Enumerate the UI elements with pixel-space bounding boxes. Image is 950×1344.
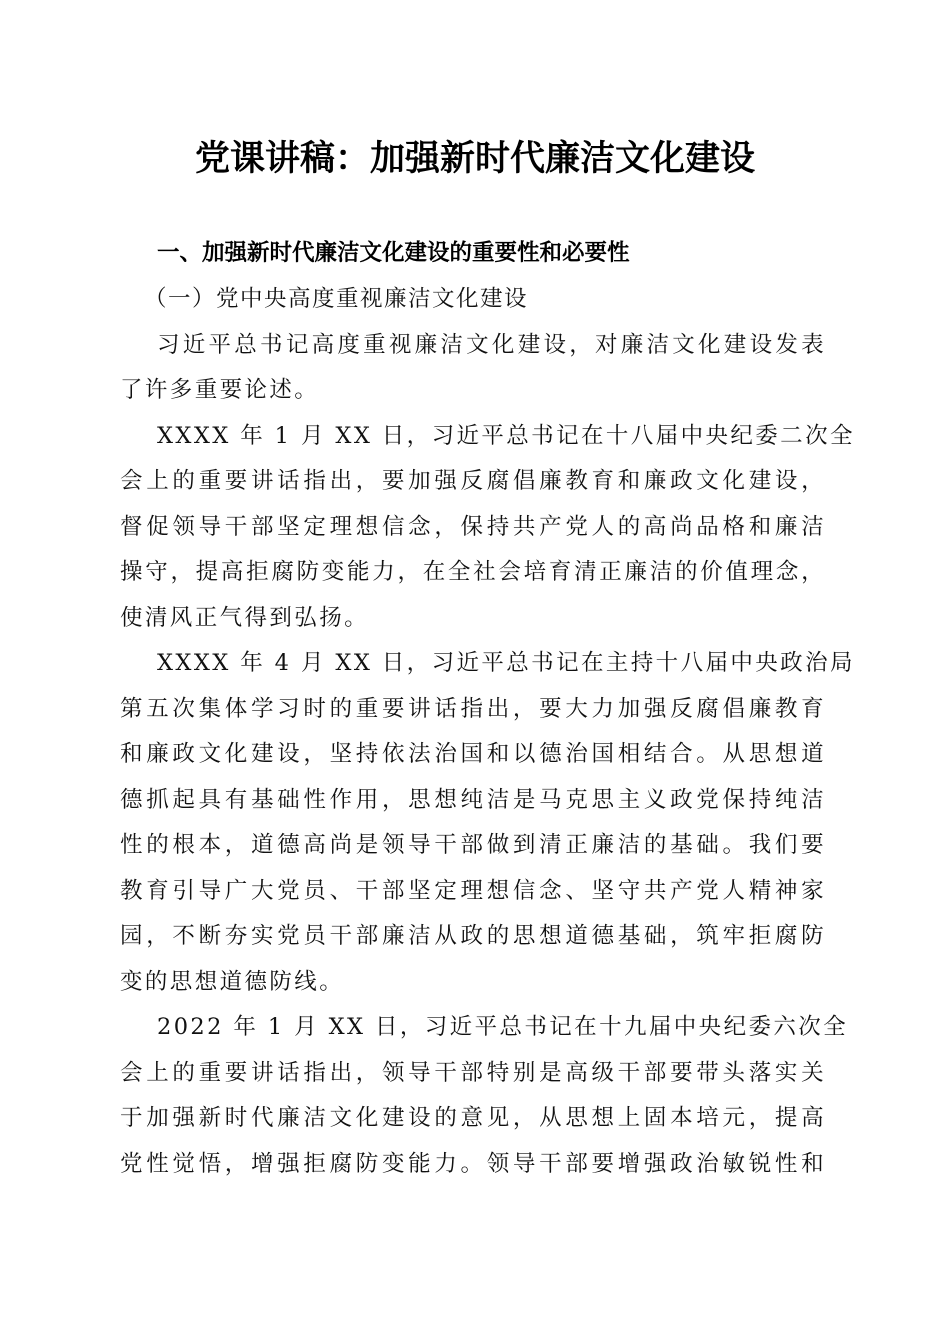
paragraph-2: [120, 414, 855, 642]
paragraph-line: 党性觉悟，增强拒腐防变能力。领导干部要增强政治敏锐性和: [120, 1150, 826, 1177]
paragraph-line: XXXX 年 4 月 XX 日，习近平总书记在主持十八届中央政治局: [157, 650, 855, 676]
paragraph-line: 督促领导干部坚定理想信念，保持共产党人的高尚品格和廉洁: [120, 513, 826, 540]
paragraph-line: 会上的重要讲话指出，要加强反腐倡廉教育和廉政文化建设，: [120, 468, 826, 494]
section-heading-1: 一、加强新时代廉洁文化建设的重要性和必要性: [157, 240, 630, 266]
paragraph-line: 使清风正气得到弘扬。: [120, 604, 370, 631]
paragraph-line: 习近平总书记高度重视廉洁文化建设，对廉洁文化建设发表: [157, 331, 826, 358]
document-title: 党课讲稿：加强新时代廉洁文化建设: [194, 138, 755, 179]
paragraph-line: 会上的重要讲话指出，领导干部特别是高级干部要带头落实关: [120, 1059, 826, 1086]
document-body: [120, 229, 855, 1187]
paragraph-1: [120, 323, 826, 414]
paragraph-line: 园，不断夯实党员干部廉洁从政的思想道德基础，筑牢拒腐防: [120, 923, 826, 949]
paragraph-line: 第五次集体学习时的重要讲话指出，要大力加强反腐倡廉教育: [120, 695, 826, 722]
paragraph-4: [120, 1005, 849, 1187]
paragraph-line: 操守，提高拒腐防变能力，在全社会培育清正廉洁的价值理念，: [120, 559, 826, 585]
paragraph-line: 变的思想道德防线。: [120, 968, 345, 995]
paragraph-line: 于加强新时代廉洁文化建设的意见，从思想上固本培元，提高: [120, 1105, 826, 1131]
paragraph-line: 2022 年 1 月 XX 日，习近平总书记在十九届中央纪委六次全: [157, 1014, 849, 1040]
paragraph-line: 和廉政文化建设，坚持依法治国和以德治国相结合。从思想道: [120, 741, 826, 767]
paragraph-line: 德抓起具有基础性作用，思想纯洁是马克思主义政党保持纯洁: [120, 786, 826, 813]
subsection-heading-1: （一）党中央高度重视廉洁文化建设: [144, 286, 529, 312]
paragraph-line: 教育引导广大党员、干部坚定理想信念、坚守共产党人精神家: [120, 877, 826, 904]
paragraph-3: [120, 641, 855, 1005]
paragraph-line: 了许多重要论述。: [120, 377, 320, 403]
paragraph-line: XXXX 年 1 月 XX 日，习近平总书记在十八届中央纪委二次全: [157, 422, 855, 449]
paragraph-line: 性的根本，道德高尚是领导干部做到清正廉洁的基础。我们要: [120, 832, 826, 858]
